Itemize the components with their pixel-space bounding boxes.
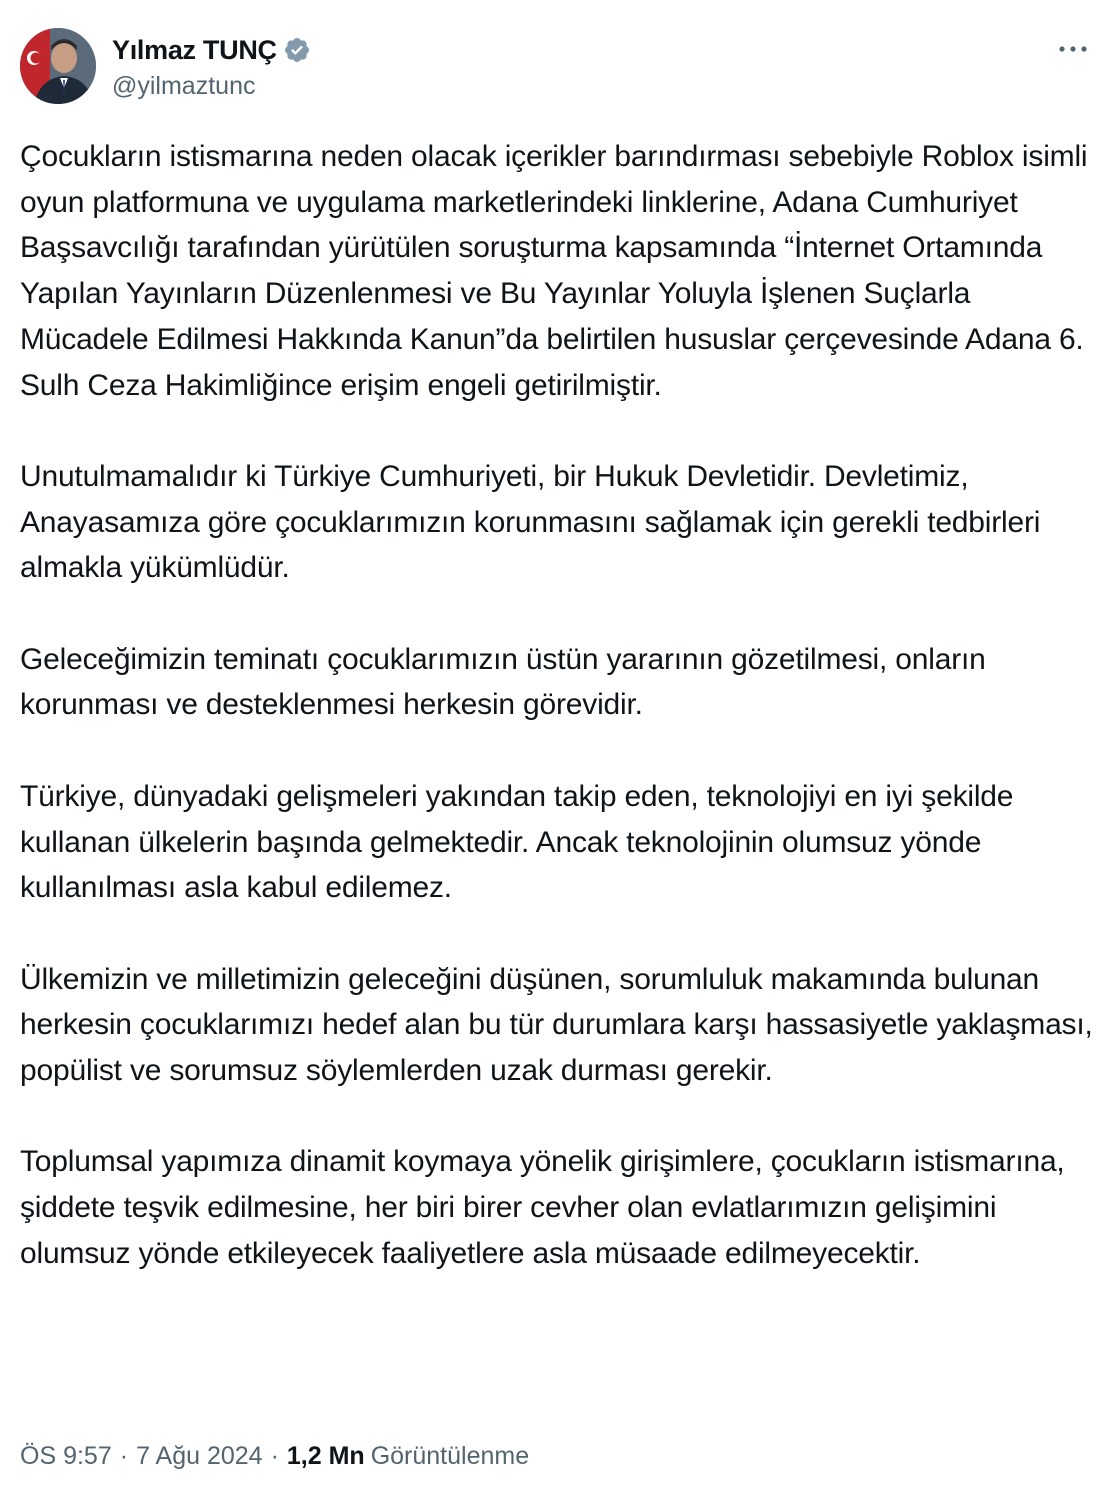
tweet-meta	[20, 1442, 529, 1471]
author-names	[112, 32, 311, 101]
verified-badge-icon[interactable]	[283, 36, 311, 64]
display-name-row	[112, 32, 311, 68]
more-button[interactable]	[1053, 34, 1093, 64]
tweet-paragraph: Geleceğimizin teminatı çocuklarımızın üstün yararının gözetilmesi, onların korunması ve desteklenmesi herkesin görevidir.	[20, 642, 986, 722]
tweet-paragraph: Unutulmamalıdır ki Türkiye Cumhuriyeti, bir Hukuk Devletidir. Devletimiz, Anayasamıza göre çocuklarımızın korunmasını sağlamak için gerekli tedbirleri almakla yükümlüdür.	[20, 459, 1041, 585]
tweet-time[interactable]: ÖS 9:57	[20, 1442, 112, 1470]
views-label: Görüntülenme	[370, 1442, 530, 1470]
tweet-date[interactable]: 7 Ağu 2024	[136, 1442, 263, 1470]
avatar[interactable]	[20, 28, 96, 104]
tweet-text	[20, 134, 1100, 1277]
meta-separator: ·	[270, 1442, 279, 1470]
tweet-paragraph: Toplumsal yapımıza dinamit koymaya yönelik girişimlere, çocukların istismarına, şiddete teşvik edilmesine, her biri birer cevher olan evlatlarımızın gelişimini olumsuz yönde etkileyecek faaliyetlere asla müsaade edilmeyecektir.	[20, 1145, 1065, 1270]
tweet-paragraph: Türkiye, dünyadaki gelişmeleri yakından takip eden, teknolojiyi en iyi şekilde kullanan ülkelerin başında gelmektedir. Ancak teknolojinin olumsuz yönde kullanılması asla kabul edilemez.	[20, 779, 1014, 905]
tweet-paragraph: Çocukların istismarına neden olacak içerikler barındırması sebebiyle Roblox isimli oyun platformuna ve uygulama marketlerindeki linklerine, Adana Cumhuriyet Başsavcılığı tarafından yürütülen soruşturma kapsamında “İnternet Ortamında Yapılan Yayınların Düzenlenmesi ve Bu Yayınlar Yoluyla İşlenen Suçlarla Mücadele Edilmesi Hakkında Kanun”da belirtilen hususlar çerçevesinde Adana 6. Sulh Ceza Hakimliğince erişim engeli getirilmiştir.	[20, 140, 1088, 402]
author-handle[interactable]: @yilmaztunc	[112, 72, 256, 100]
meta-separator: ·	[119, 1442, 129, 1470]
display-name[interactable]: Yılmaz TUNÇ	[112, 34, 277, 65]
views-count[interactable]: 1,2 Mn	[286, 1442, 365, 1470]
more-horizontal-icon	[1058, 45, 1088, 53]
tweet-paragraph: Ülkemizin ve milletimizin geleceğini düşünen, sorumluluk makamında bulunan herkesin çocuklarımızı hedef alan bu tür durumlara karşı hassasiyetle yaklaşması, popülist ve sorumsuz söylemlerden uzak durması gerekir.	[20, 962, 1093, 1087]
tweet-header	[20, 28, 1093, 108]
